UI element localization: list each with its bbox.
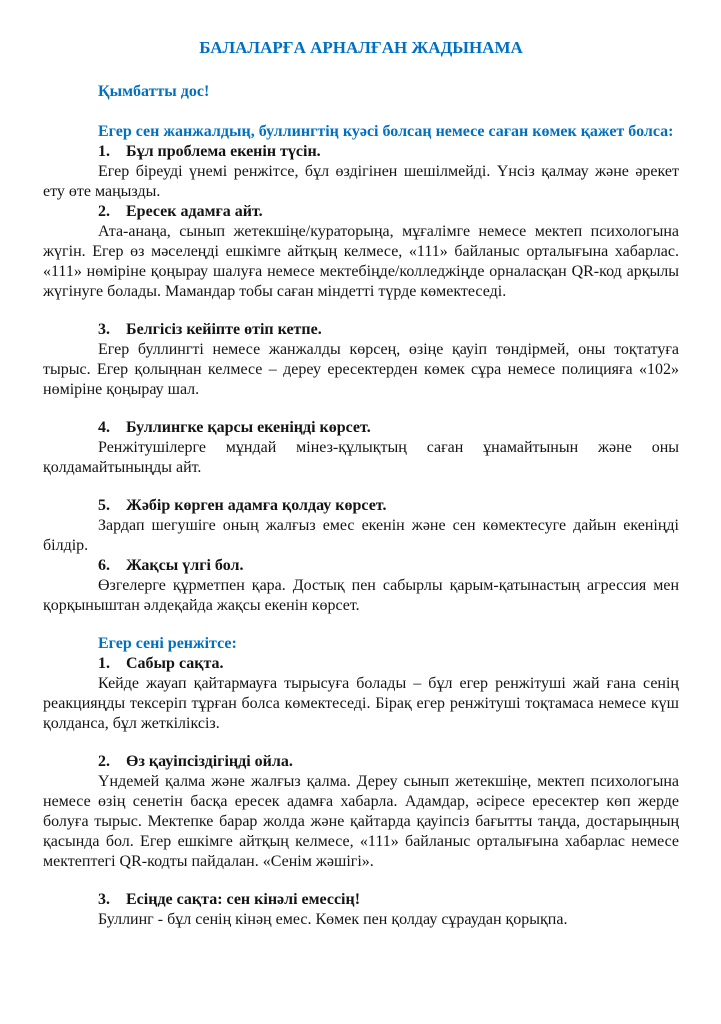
paragraph: Буллинг - бұл сенің кінәң емес. Көмек пен қолдау сұраудан қорықпа. — [98, 911, 568, 928]
list-item-heading-4 — [43, 418, 679, 438]
list-item-heading-6 — [43, 556, 679, 576]
list-item-title: Есіңде сақта: сен кінәлі емессің! — [126, 891, 361, 908]
paragraph: Үндемей қалма және жалғыз қалма. Дереу сынып жетекшіңе, мектеп психологына немесе өзің сенетін басқа ересек адамға хабарла. Адамдар, әсіресе ересектер көп жерде болуға тырыс. Мектепке барар жолда және қайтарда қауіпсіз бағытты таңда, достарыңның қасында бол. Егер ешкімге айтқың келмесе, «111» байланыс орталығына хабарлас немесе мектептегі QR-кодты пайдалан. «Сенім жәшігі». — [43, 773, 679, 870]
list-item-title: Жәбір көрген адамға қолдау көрсет. — [126, 497, 387, 514]
list-item-number: 3. — [98, 321, 110, 338]
list-item-heading-s2-2 — [43, 752, 679, 772]
section-heading: Егер сені ренжітсе: — [98, 635, 237, 652]
list-item-heading-2 — [43, 202, 679, 222]
list-item-number: 3. — [98, 891, 110, 908]
list-item-number: 4. — [98, 419, 110, 436]
paragraph: Кейде жауап қайтармауға тырысуға болады – бұл егер ренжітуші жай ғана сенің реакцияңды тексеріп тұрған болса көмектеседі. Бірақ егер ренжітуші тоқтамаса немесе күш қолданса, бұл жеткіліксіз. — [43, 675, 679, 732]
paragraph: Зардап шегушіге оның жалғыз емес екенін және сен көмектесуге дайын екеніңді білдір. — [43, 517, 679, 554]
list-item-heading-s2-3 — [43, 890, 679, 910]
list-item-heading-s2-1 — [43, 654, 679, 674]
paragraph: Өзгелерге құрметпен қара. Достық пен сабырлы қарым-қатынастың агрессия мен қорқыныштан әлдеқайда жақсы екенін көрсет. — [43, 577, 679, 614]
list-item-heading-5 — [43, 496, 679, 516]
list-item-number: 1. — [98, 143, 110, 160]
list-item-title: Буллингке қарсы екеніңді көрсет. — [126, 419, 371, 436]
list-item-title: Бұл проблема екенін түсін. — [126, 143, 321, 160]
paragraph: Ата-анаңа, сынып жетекшіңе/кураторыңа, мұғалімге немесе мектеп психологына жүгін. Егер өз мәселеңді ешкімге айтқың келмесе, «111» байланыс орталығына хабарлас. «111» нөміріне қоңырау шалуға немесе мектебіңде/колледжіңде орналасқан QR-код арқылы жүгінуге болады. Мамандар тобы саған міндетті түрде көмектеседі. — [43, 223, 679, 300]
list-item-title: Жақсы үлгі бол. — [126, 557, 244, 574]
list-item-title: Сабыр сақта. — [126, 655, 224, 672]
list-item-heading-3 — [43, 320, 679, 340]
list-item-title: Өз қауіпсіздігіңді ойла. — [126, 753, 293, 770]
paragraph: Егер буллингті немесе жанжалды көрсең, өзіңе қауіп төндірмей, оны тоқтатуға тырыс. Егер қолыңнан келмесе – дереу ересектерден көмек сұра немесе полицияға «102» нөміріне қоңырау шал. — [43, 341, 679, 398]
intro-paragraph: Егер сен жанжалдың, буллингтің куәсі болсаң немесе саған көмек қажет болса: — [98, 123, 674, 140]
list-item-heading-1 — [43, 142, 679, 162]
document-title: БАЛАЛАРҒА АРНАЛҒАН ЖАДЫНАМА — [199, 38, 523, 57]
list-item-number: 1. — [98, 655, 110, 672]
paragraph: Ренжітушілерге мұндай мінез-құлықтың саған ұнамайтынын және оны қолдамайтыныңды айт. — [43, 439, 679, 476]
list-item-number: 2. — [98, 203, 110, 220]
list-item-title: Белгісіз кейіпте өтіп кетпе. — [126, 321, 322, 338]
list-item-number: 2. — [98, 753, 110, 770]
list-item-title: Ересек адамға айт. — [126, 203, 263, 220]
greeting-line: Қымбатты дос! — [98, 83, 210, 100]
list-item-number: 5. — [98, 497, 110, 514]
list-item-number: 6. — [98, 557, 110, 574]
paragraph: Егер біреуді үнемі ренжітсе, бұл өздігінен шешілмейді. Үнсіз қалмау және әрекет ету өте маңызды. — [43, 163, 679, 200]
